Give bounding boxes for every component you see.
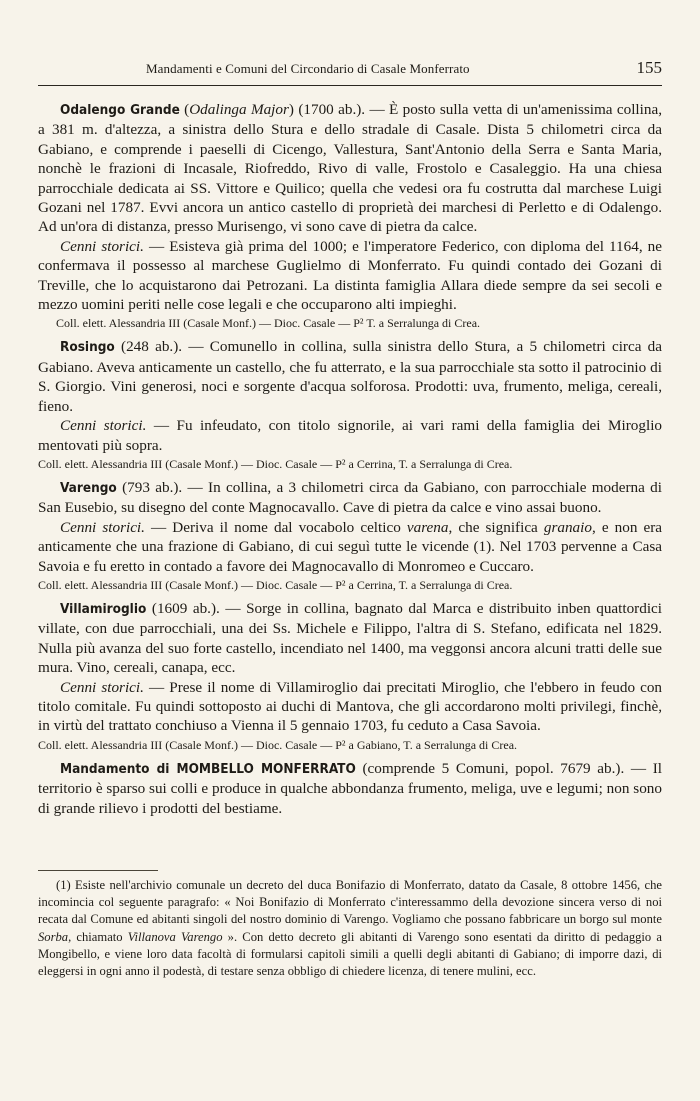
main-text bbox=[38, 100, 662, 823]
population: (1700 ab.). bbox=[298, 101, 366, 118]
running-header bbox=[38, 58, 662, 86]
entry-description bbox=[38, 478, 662, 518]
cenni-label: Cenni storici. bbox=[60, 678, 144, 696]
population: (793 ab.). bbox=[122, 478, 183, 496]
entry-description: Odalengo Grande (Odalinga Major) (1700 ab.). — È posto sulla vetta di un'amenissima collina, a 381 m. d'altezza, a sinistra dello Stura e dello stradale di Casale. Dista 5 chilometri circa da Gabiano, e comprende i paeselli di Cicengo, Vallestura, Sant'Antonio della Serra e Santa Maria, nonchè le frazioni di Incasale, Riofreddo, Rivo di valle, Frostolo e Casaleggio. Ha una chiesa parrocchiale dedicata ai SS. Vittore e Quilico; quella che vedesi ora fu costrutta dal marchese Luigi Gozani nel 1787. Evvi ancora un antico castello di proprietà dei marchesi di Perletto e di Odalengo. Ad un'ora di distanza, presso Murisengo, vi sono cave di pietra da calce. bbox=[38, 101, 663, 236]
description-text: — È posto sulla vetta di un'amenissima collina, a 381 m. d'altezza, a sinistra dello Stura e dello stradale di Casale. Dista 5 chilometri circa da Gabiano, e comprende i paeselli di Cicengo, Vallestura, Sant'Antonio della Serra e Santa Maria, nonchè le frazioni di Incasale, Riofreddo, Rivo di valle, Frostolo e Casaleggio. Ha una chiesa parrocchiale dedicata ai SS. Vittore e Quilico; quella che vedesi ora fu costrutta dal marchese Luigi Gozani nel 1787. Evvi ancora un antico castello di proprietà dei marchesi di Perletto e di Odalengo. Ad un'ora di distanza, presso Murisengo, vi sono cave di pietra da calce. bbox=[38, 101, 663, 236]
historical-notes bbox=[38, 416, 662, 455]
mandamento-name: Mandamento di MOMBELLO MONFERRATO bbox=[60, 760, 356, 777]
entry-rosingo bbox=[38, 337, 662, 472]
italic-word-sorba: Sorba bbox=[38, 929, 69, 944]
collegio-line: Coll. elett. Alessandria III (Casale Monf.) — Dioc. Casale — P² a Cerrina, T. a Serralunga di Crea. bbox=[38, 577, 513, 592]
latin-name: Odalinga Major bbox=[189, 101, 289, 118]
population: (248 ab.). bbox=[121, 338, 183, 356]
historical-notes bbox=[38, 518, 662, 576]
entry-name: Odalengo Grande bbox=[60, 102, 180, 118]
cenni-label: Cenni storici. bbox=[60, 518, 145, 536]
historical-notes bbox=[38, 237, 662, 315]
mandamento-section bbox=[38, 759, 662, 818]
entry-villamiroglio bbox=[38, 599, 662, 754]
cenni-label: Cenni storici. bbox=[60, 417, 147, 435]
footnote-text-a: (1) Esiste nell'archivio comunale un decreto del duca Bonifazio di Monferrato, datato da Casale, 8 ottobre 1456, che incomincia col seguente paragrafo: « Noi Bonifazio di Monferrato c'interessammo della devozione sincera verso di noi recata dal Comune ed abitanti singoli del nostro dominio di Varengo. Vogliamo che possano fabbricare un borgo sul monte bbox=[38, 878, 662, 927]
population: (1609 ab.). bbox=[151, 599, 220, 617]
cenni-text-c: , e non era anticamente che una frazione di Gabiano, di cui seguì tutte le vicende (1). Nel 1703 pervenne a Casa Savoia e fu eretto in contado a favore dei Magnocavallo di Monromeo e Cuccaro. bbox=[38, 518, 663, 575]
header-title: Mandamenti e Comuni del Circondario di Casale Monferrato bbox=[146, 61, 470, 76]
cenni-text: — Prese il nome di Villamiroglio dai precitati Miroglio, che l'ebbero in feudo con titolo comitale. Fu quindi sottoposto ai duchi di Mantova, che gli accordarono molti privilegi, finchè, in virtù del trattato conchiuso a Vienna il 5 gennaio 1703, fu ceduto a Casa Savoia. bbox=[38, 678, 663, 735]
italic-villanova-varengo: Villanova Varengo bbox=[127, 929, 223, 944]
entry-description bbox=[38, 337, 662, 416]
entry-name: Rosingo bbox=[60, 339, 115, 356]
cenni-text: — Esisteva già prima del 1000; e l'imperatore Federico, con diploma del 1164, ne confermava il possesso al marchese Guglielmo di Monferrato. Fu quindi contado dei Gozani di Treville, che lo acquistarono dai Petrozani. La distinta famiglia Allara diede sempre da sei secoli e mezzo uomini periti nelle cose legali e che occuparono alti impieghi. bbox=[38, 237, 663, 314]
italic-word-varena: varena bbox=[406, 518, 449, 536]
footnote-divider bbox=[38, 870, 158, 871]
collegio-line: Coll. elett. Alessandria III (Casale Monf.) — Dioc. Casale — P² a Cerrina, T. a Serralunga di Crea. bbox=[38, 456, 513, 471]
entry-description bbox=[38, 599, 662, 678]
historical-notes bbox=[38, 678, 662, 736]
footnotes bbox=[38, 858, 662, 980]
footnote-text-b: , chiamato bbox=[68, 929, 128, 944]
collegio-line: Coll. elett. Alessandria III (Casale Monf.) — Dioc. Casale — P² T. a Serralunga di Crea. bbox=[56, 316, 481, 331]
italic-word-granaio: granaio bbox=[543, 518, 592, 536]
mandamento-text: (comprende 5 Comuni, popol. 7679 ab.). — Il territorio è sparso sui colli e produce in qualche abbondanza frumento, meliga, uve e legumi; non sono di grande rilievo i prodotti del bestiame. bbox=[38, 759, 662, 817]
collegio-line: Coll. elett. Alessandria III (Casale Monf.) — Dioc. Casale — P² a Gabiano, T. a Serralunga di Crea. bbox=[38, 737, 518, 752]
cenni-text-b: , che significa bbox=[448, 518, 544, 536]
description-text: — Sorge in collina, bagnato dal Marca e distribuito inben quattordici villate, con due parrocchiali, una dei Ss. Michele e Filippo, l'altra di S. Stefano, edificata nel 1829. Nulla più avanza del suo forte castello, incendiato nel 1400, ma veggonsi ancora alcuni tratti delle sue mura. Vino, cereali, canapa, ecc. bbox=[38, 599, 663, 677]
entry-name: Villamiroglio bbox=[60, 600, 147, 617]
mandamento-description bbox=[38, 759, 662, 818]
entry-odalengo-grande bbox=[38, 100, 662, 332]
entry-varengo bbox=[38, 478, 662, 594]
entry-name: Varengo bbox=[60, 479, 117, 496]
cenni-text-a: — Deriva il nome dal vocabolo celtico bbox=[151, 518, 407, 536]
footnote-text-c: ». Con detto decreto gli abitanti di Varengo sono esentati da diritto di pedaggio a Mongibello, e viene loro data facoltà di formularsi capitoli simili a quelli degli abitanti di Gabiano; di imporre dazi, di eleggersi in ogni anno il podestà, di testare senza obbligo di chiedere licenza, di tenere mulini, ecc. bbox=[38, 929, 662, 979]
cenni-text: — Fu infeudato, con titolo signorile, ai vari rami della famiglia dei Miroglio mentovati più sopra. bbox=[38, 417, 663, 454]
cenni-label: Cenni storici. bbox=[60, 237, 144, 255]
description-text: — Comunello in collina, sulla sinistra dello Stura, a 5 chilometri circa da Gabiano. Aveva anticamente un castello, che fu atterrato, e la sua parrocchiale sta sotto il patrocinio di S. Giorgio. Vini generosi, noci e sorgente d'acqua solforosa. Prodotti: uva, frumento, meliga, cereali, fieno. bbox=[38, 338, 663, 415]
description-text: — In collina, a 3 chilometri circa da Gabiano, con parrocchiale moderna di San Eusebio, su disegno del conte Magnocavallo. Cave di pietra da calce e vino assai buono. bbox=[38, 478, 662, 517]
page-number: 155 bbox=[636, 58, 662, 77]
footnote-1 bbox=[38, 877, 662, 980]
